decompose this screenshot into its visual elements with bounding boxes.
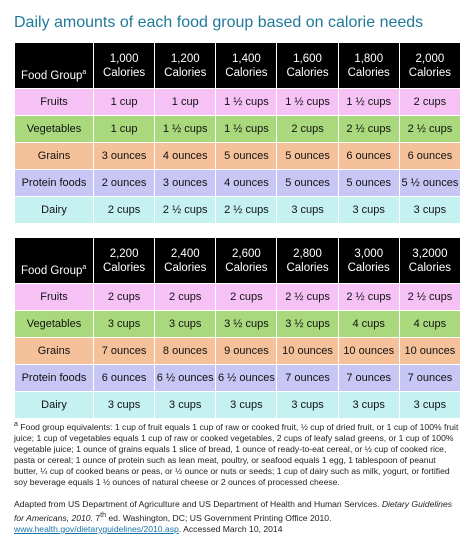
table-cell: 2 ½ cups xyxy=(400,116,460,142)
table-row xyxy=(15,116,460,142)
calorie-header: 1,600 Calories xyxy=(277,43,337,88)
source-citation xyxy=(14,499,460,535)
table-cell: 10 ounces xyxy=(339,338,399,364)
calorie-header: 2,000 Calories xyxy=(400,43,460,88)
table-cell: 3 cups xyxy=(277,392,337,418)
table-cell: 1 cup xyxy=(94,89,154,115)
table-cell: 3 ½ cups xyxy=(277,311,337,337)
table-cell: 1 ½ cups xyxy=(216,116,276,142)
row-label: Protein foods xyxy=(15,170,93,196)
row-label: Grains xyxy=(15,143,93,169)
table-cell: 3 cups xyxy=(400,197,460,223)
table-cell: 3 cups xyxy=(216,392,276,418)
table-row xyxy=(15,170,460,196)
calorie-header: 3,000 Calories xyxy=(339,238,399,283)
table-cell: 1 ½ cups xyxy=(277,89,337,115)
table-cell: 5 ounces xyxy=(339,170,399,196)
table-cell: 7 ounces xyxy=(277,365,337,391)
header-row xyxy=(15,238,460,283)
food-group-header: Food Group$^a$ xyxy=(15,43,93,88)
table-cell: 4 cups xyxy=(339,311,399,337)
footnote-marker: a xyxy=(14,421,18,428)
source-link[interactable]: www.health.gov/dietaryguidelines/2010.asp xyxy=(14,523,179,534)
citation-title: Dietary Guidelines for Americans, 2010. xyxy=(14,499,453,523)
table-row xyxy=(15,311,460,337)
table-cell: 3 ounces xyxy=(94,143,154,169)
citation-publisher: ed. Washington, DC; US Government Printing Office 2010. xyxy=(106,512,332,523)
table-cell: 6 ½ ounces xyxy=(155,365,215,391)
citation-edition: 7 xyxy=(92,512,101,523)
table-cell: 3 cups xyxy=(94,311,154,337)
table-cell: 6 ounces xyxy=(400,143,460,169)
table-cell: 2 ½ cups xyxy=(400,284,460,310)
footnote-text: Food group equivalents: 1 cup of fruit equals 1 cup of raw or cooked fruit, ½ cup of dried fruit, or 1 cup of 100% fruit juice; 1 cup of vegetables equals 1 cup of raw or cooked vegetables, 2 cups of leafy salad greens, or 1 cup of 100% vegetable juice; 1 ounce of grains equals 1 slice of bread, 1 ounce of ready-to-eat cereal, or ½ cup of cooked rice, pasta or cereal; 1 ounce of protein such as lean meat, poultry, or seafood equals 1 egg, 1 tablespoon of peanut butter, ¼ cup of cooked beans or peas, or ½ ounce or nuts or seeds; 1 cup of dairy such as milk, yogurt, or fortified soy beverage equals 1 ½ ounces of natural cheese or 2 ounces of processed cheese. xyxy=(14,421,459,487)
table-cell: 10 ounces xyxy=(277,338,337,364)
table-cell: 3 ½ cups xyxy=(216,311,276,337)
row-label: Grains xyxy=(15,338,93,364)
table-row xyxy=(15,197,460,223)
calorie-table-2 xyxy=(14,237,461,419)
row-label: Vegetables xyxy=(15,116,93,142)
citation-accessed: . Accessed March 10, 2014 xyxy=(178,523,283,534)
table-row xyxy=(15,392,460,418)
table-cell: 8 ounces xyxy=(155,338,215,364)
table-cell: 1 ½ cups xyxy=(216,89,276,115)
table-cell: 10 ounces xyxy=(400,338,460,364)
table-cell: 2 cups xyxy=(94,197,154,223)
table-cell: 2 cups xyxy=(155,284,215,310)
food-group-header: Food Group$^a$ xyxy=(15,238,93,283)
calorie-header: 2,400 Calories xyxy=(155,238,215,283)
table-cell: 7 ounces xyxy=(339,365,399,391)
table-cell: 6 ½ ounces xyxy=(216,365,276,391)
table-cell: 1 ½ cups xyxy=(339,89,399,115)
table-cell: 6 ounces xyxy=(339,143,399,169)
table-cell: 2 cups xyxy=(216,284,276,310)
row-label: Vegetables xyxy=(15,311,93,337)
table-cell: 3 cups xyxy=(277,197,337,223)
table-cell: 7 ounces xyxy=(400,365,460,391)
table-cell: 5 ½ ounces xyxy=(400,170,460,196)
table-cell: 4 ounces xyxy=(155,143,215,169)
table-cell: 2 ½ cups xyxy=(339,116,399,142)
table-cell: 1 cup xyxy=(155,89,215,115)
table-cell: 1 cup xyxy=(94,116,154,142)
row-label: Protein foods xyxy=(15,365,93,391)
calorie-header: 2,800 Calories xyxy=(277,238,337,283)
table-row xyxy=(15,338,460,364)
citation-prefix: Adapted from US Department of Agriculture and US Department of Health and Human Services. xyxy=(14,499,382,509)
table-row xyxy=(15,365,460,391)
row-label: Fruits xyxy=(15,89,93,115)
table-row xyxy=(15,143,460,169)
calorie-header: 1,200 Calories xyxy=(155,43,215,88)
table-cell: 2 ½ cups xyxy=(216,197,276,223)
table-cell: 3 cups xyxy=(400,392,460,418)
table-cell: 2 ounces xyxy=(94,170,154,196)
calorie-header: 2,200 Calories xyxy=(94,238,154,283)
calorie-header: 1,000 Calories xyxy=(94,43,154,88)
table-cell: 3 cups xyxy=(339,392,399,418)
row-label: Dairy xyxy=(15,197,93,223)
table-cell: 2 ½ cups xyxy=(339,284,399,310)
table-cell: 7 ounces xyxy=(94,338,154,364)
table-cell: 6 ounces xyxy=(94,365,154,391)
calorie-header: 1,800 Calories xyxy=(339,43,399,88)
table-row xyxy=(15,89,460,115)
row-label: Dairy xyxy=(15,392,93,418)
table-cell: 5 ounces xyxy=(277,170,337,196)
table-cell: 3 cups xyxy=(339,197,399,223)
footnote xyxy=(14,419,460,488)
table-cell: 5 ounces xyxy=(277,143,337,169)
table-cell: 9 ounces xyxy=(216,338,276,364)
header-row xyxy=(15,43,460,88)
calorie-table-1 xyxy=(14,42,461,224)
row-label: Fruits xyxy=(15,284,93,310)
table-cell: 4 ounces xyxy=(216,170,276,196)
table-cell: 4 cups xyxy=(400,311,460,337)
table-row xyxy=(15,284,460,310)
table-cell: 3 cups xyxy=(155,311,215,337)
table-cell: 2 cups xyxy=(94,284,154,310)
calorie-header: 2,600 Calories xyxy=(216,238,276,283)
table-cell: 3 ounces xyxy=(155,170,215,196)
table-cell: 2 cups xyxy=(400,89,460,115)
table-cell: 3 cups xyxy=(155,392,215,418)
table-cell: 2 ½ cups xyxy=(277,284,337,310)
table-cell: 2 cups xyxy=(277,116,337,142)
calorie-header: 3,2000 Calories xyxy=(400,238,460,283)
table-cell: 1 ½ cups xyxy=(155,116,215,142)
table-cell: 3 cups xyxy=(94,392,154,418)
table-cell: 2 ½ cups xyxy=(155,197,215,223)
calorie-header: 1,400 Calories xyxy=(216,43,276,88)
table-cell: 5 ounces xyxy=(216,143,276,169)
citation-ordinal: th xyxy=(100,512,106,519)
page-title: Daily amounts of each food group based on calorie needs xyxy=(14,14,424,31)
